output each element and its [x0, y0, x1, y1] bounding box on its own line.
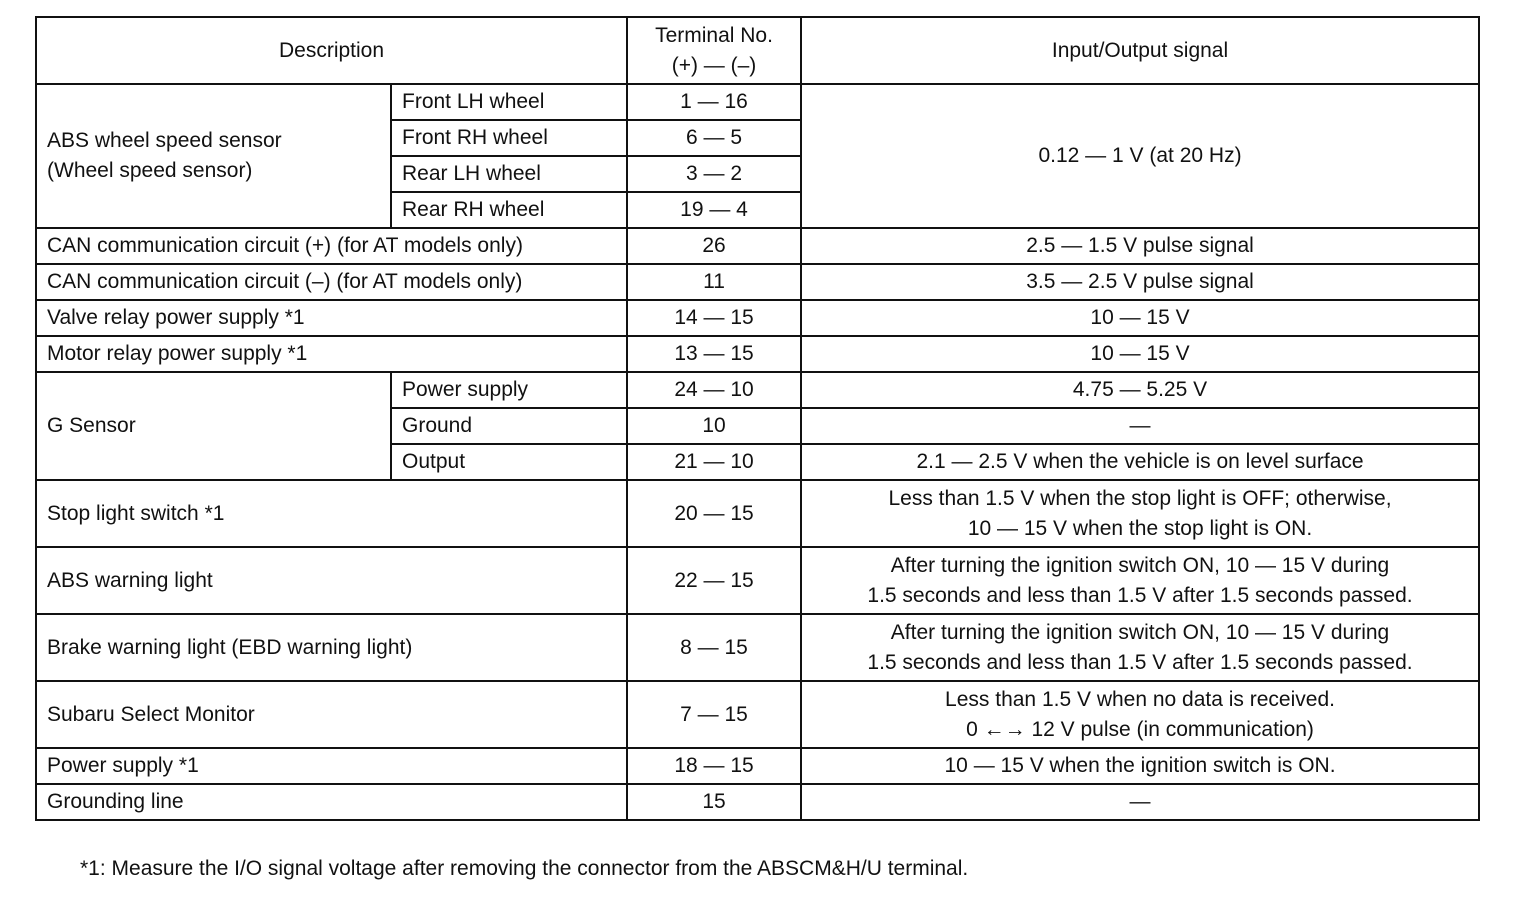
- abs-warning-signal: After turning the ignition switch ON, 10 — 15 V during 1.5 seconds and less than 1.5 V after 1.5 seconds passed.: [801, 547, 1479, 614]
- g-sensor-output-signal: 2.1 — 2.5 V when the vehicle is on level surface: [801, 444, 1479, 480]
- header-signal: Input/Output signal: [801, 17, 1479, 84]
- table-row: [36, 300, 1479, 336]
- motor-relay-terminal: 13 — 15: [627, 336, 801, 372]
- select-monitor-desc: Subaru Select Monitor: [36, 681, 627, 748]
- can-minus-terminal: 11: [627, 264, 801, 300]
- g-sensor-output: Output: [391, 444, 627, 480]
- valve-relay-desc: Valve relay power supply *1: [36, 300, 627, 336]
- table-row: [36, 547, 1479, 614]
- abs-sensor-front-rh: Front RH wheel: [391, 120, 627, 156]
- abs-sensor-rear-lh-terminal: 3 — 2: [627, 156, 801, 192]
- can-plus-desc: CAN communication circuit (+) (for AT models only): [36, 228, 627, 264]
- stop-light-desc: Stop light switch *1: [36, 480, 627, 547]
- abs-sensor-front-rh-terminal: 6 — 5: [627, 120, 801, 156]
- motor-relay-signal: 10 — 15 V: [801, 336, 1479, 372]
- table-row: [36, 336, 1479, 372]
- stop-light-terminal: 20 — 15: [627, 480, 801, 547]
- can-minus-signal: 3.5 — 2.5 V pulse signal: [801, 264, 1479, 300]
- valve-relay-signal: 10 — 15 V: [801, 300, 1479, 336]
- power-supply-signal: 10 — 15 V when the ignition switch is ON.: [801, 748, 1479, 784]
- table-row: [36, 784, 1479, 820]
- g-sensor-power-supply-signal: 4.75 — 5.25 V: [801, 372, 1479, 408]
- table-row: [36, 372, 1479, 408]
- abs-sensor-signal: 0.12 — 1 V (at 20 Hz): [801, 84, 1479, 228]
- table-row: [36, 228, 1479, 264]
- abs-sensor-rear-lh: Rear LH wheel: [391, 156, 627, 192]
- grounding-terminal: 15: [627, 784, 801, 820]
- header-description: Description: [36, 17, 627, 84]
- grounding-desc: Grounding line: [36, 784, 627, 820]
- select-monitor-signal: Less than 1.5 V when no data is received. 0 ←→ 12 V pulse (in communication): [801, 681, 1479, 748]
- abs-sensor-group-label: ABS wheel speed sensor (Wheel speed sensor): [36, 84, 391, 228]
- io-signal-table: [35, 16, 1480, 821]
- grounding-signal: —: [801, 784, 1479, 820]
- table-row: [36, 748, 1479, 784]
- abs-warning-desc: ABS warning light: [36, 547, 627, 614]
- valve-relay-terminal: 14 — 15: [627, 300, 801, 336]
- g-sensor-ground-terminal: 10: [627, 408, 801, 444]
- brake-warning-signal: After turning the ignition switch ON, 10 — 15 V during 1.5 seconds and less than 1.5 V after 1.5 seconds passed.: [801, 614, 1479, 681]
- abs-warning-terminal: 22 — 15: [627, 547, 801, 614]
- abs-sensor-rear-rh-terminal: 19 — 4: [627, 192, 801, 228]
- brake-warning-terminal: 8 — 15: [627, 614, 801, 681]
- abs-sensor-front-lh-terminal: 1 — 16: [627, 84, 801, 120]
- power-supply-desc: Power supply *1: [36, 748, 627, 784]
- can-plus-signal: 2.5 — 1.5 V pulse signal: [801, 228, 1479, 264]
- header-terminal: Terminal No. (+) — (–): [627, 17, 801, 84]
- table-header-row: [36, 17, 1479, 84]
- select-monitor-terminal: 7 — 15: [627, 681, 801, 748]
- table-row: [36, 480, 1479, 547]
- abs-sensor-rear-rh: Rear RH wheel: [391, 192, 627, 228]
- power-supply-terminal: 18 — 15: [627, 748, 801, 784]
- table-row: [36, 681, 1479, 748]
- motor-relay-desc: Motor relay power supply *1: [36, 336, 627, 372]
- brake-warning-desc: Brake warning light (EBD warning light): [36, 614, 627, 681]
- table-row: [36, 84, 1479, 120]
- stop-light-signal: Less than 1.5 V when the stop light is OFF; otherwise, 10 — 15 V when the stop light is ON.: [801, 480, 1479, 547]
- table-row: [36, 614, 1479, 681]
- g-sensor-group-label: G Sensor: [36, 372, 391, 480]
- g-sensor-ground: Ground: [391, 408, 627, 444]
- g-sensor-power-supply-terminal: 24 — 10: [627, 372, 801, 408]
- table-row: [36, 264, 1479, 300]
- can-minus-desc: CAN communication circuit (–) (for AT models only): [36, 264, 627, 300]
- g-sensor-ground-signal: —: [801, 408, 1479, 444]
- can-plus-terminal: 26: [627, 228, 801, 264]
- g-sensor-power-supply: Power supply: [391, 372, 627, 408]
- g-sensor-output-terminal: 21 — 10: [627, 444, 801, 480]
- footnote: *1: Measure the I/O signal voltage after removing the connector from the ABSCM&H/U terminal.: [80, 857, 969, 880]
- abs-sensor-front-lh: Front LH wheel: [391, 84, 627, 120]
